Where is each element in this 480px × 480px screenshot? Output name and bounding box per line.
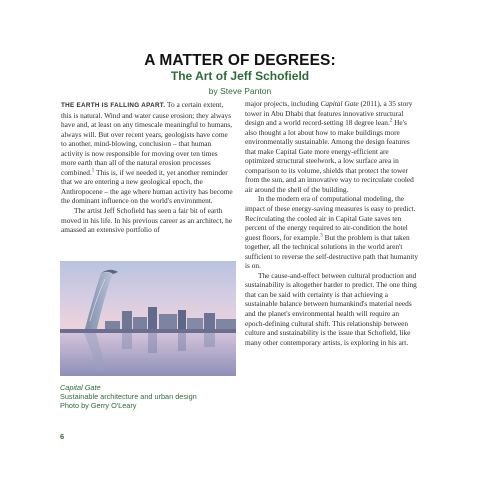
footnote-ref-2: 2	[389, 118, 393, 124]
article-header	[0, 52, 480, 97]
left-text-column	[61, 100, 234, 235]
right-text-column	[245, 99, 418, 347]
paragraph-5: The cause-and-effect between cultural production and sustainability is altogether harder to predict. The one thing that can be said with certainty is that achieving a sustainable balance between humankind's material needs and the planet's environmental health will require an epoch-defining cultural shift. This relationship between culture and sustainability is the issue that Schofield, like many other contemporary artists, is exploring in his art.	[245, 270, 417, 347]
paragraph-4-text-a: In the modern era of computational modeling, the impact of these energy-saving measures is easy to predict. Recirculating the cooled air in Capital Gate saves ten percent of the energy required to air-condition the hotel guest floors, for example.	[245, 194, 416, 242]
caption-description: Sustainable architecture and urban design	[60, 392, 197, 402]
paragraph-3-text-b: (2011), a 35 story tower in Abu Dhabi that features innovative structural design and a world record-setting 18 degree lean.	[245, 99, 413, 128]
footnote-ref-1: 1	[91, 168, 95, 174]
paragraph-1	[61, 100, 234, 206]
paragraph-1-text-a: To a certain extent, this is natural. Wind and water cause erosion; they always have and, at least on any timescale meaningful to humans, always will. But over recent years, geologists have come to another, mind-blowing, conclusion – that human activity is now responsible for moving over ten times more earth than all of the natural erosion processes combined.	[61, 100, 233, 177]
paragraph-3-text-a: major projects, including	[245, 99, 321, 108]
article-title: A MATTER OF DEGREES:	[144, 52, 336, 69]
article-subtitle: The Art of Jeff Schofield	[170, 69, 310, 83]
paragraph-4-text-b: But the problem is that taken together, all the technical solutions in the world aren't sufficient to reverse the self-destructive path that humanity is on.	[245, 232, 418, 271]
project-name-italic: Capital Gate	[320, 99, 359, 108]
caption-credit: Photo by Gerry O'Leary	[60, 401, 137, 411]
capital-gate-photo	[60, 261, 236, 376]
author-byline: by Steve Panton	[208, 86, 272, 96]
footnote-ref-3: 3	[320, 233, 323, 239]
paragraph-3	[245, 99, 418, 194]
paragraph-4	[245, 194, 418, 270]
lead-in-caps: THE EARTH IS FALLING APART.	[61, 102, 166, 109]
caption-title: Capital Gate	[60, 383, 101, 392]
paragraph-3-text-c: He's also thought a lot about how to make buildings more environmentally sustainable. Among the design features that make Capital Gate more energy-efficient are optimized structural steelwork, a low surface area in comparison to its volume, shields that protect the tower from the sun, and an innovative way to recirculate cooled air around the shell of the building.	[245, 118, 414, 194]
paragraph-1-text-b: This is, if we needed it, yet another reminder that we are entering a new geological epoch, the Anthropocene – the age where human activity has become the dominant influence on the world's environment.	[61, 167, 233, 206]
page-number: 6	[60, 432, 65, 441]
photo-caption	[60, 383, 240, 411]
paragraph-2: The artist Jeff Schofield has seen a fair bit of earth moved in his life. In his previous career as an architect, he amassed an extensive portfolio of	[61, 206, 233, 235]
